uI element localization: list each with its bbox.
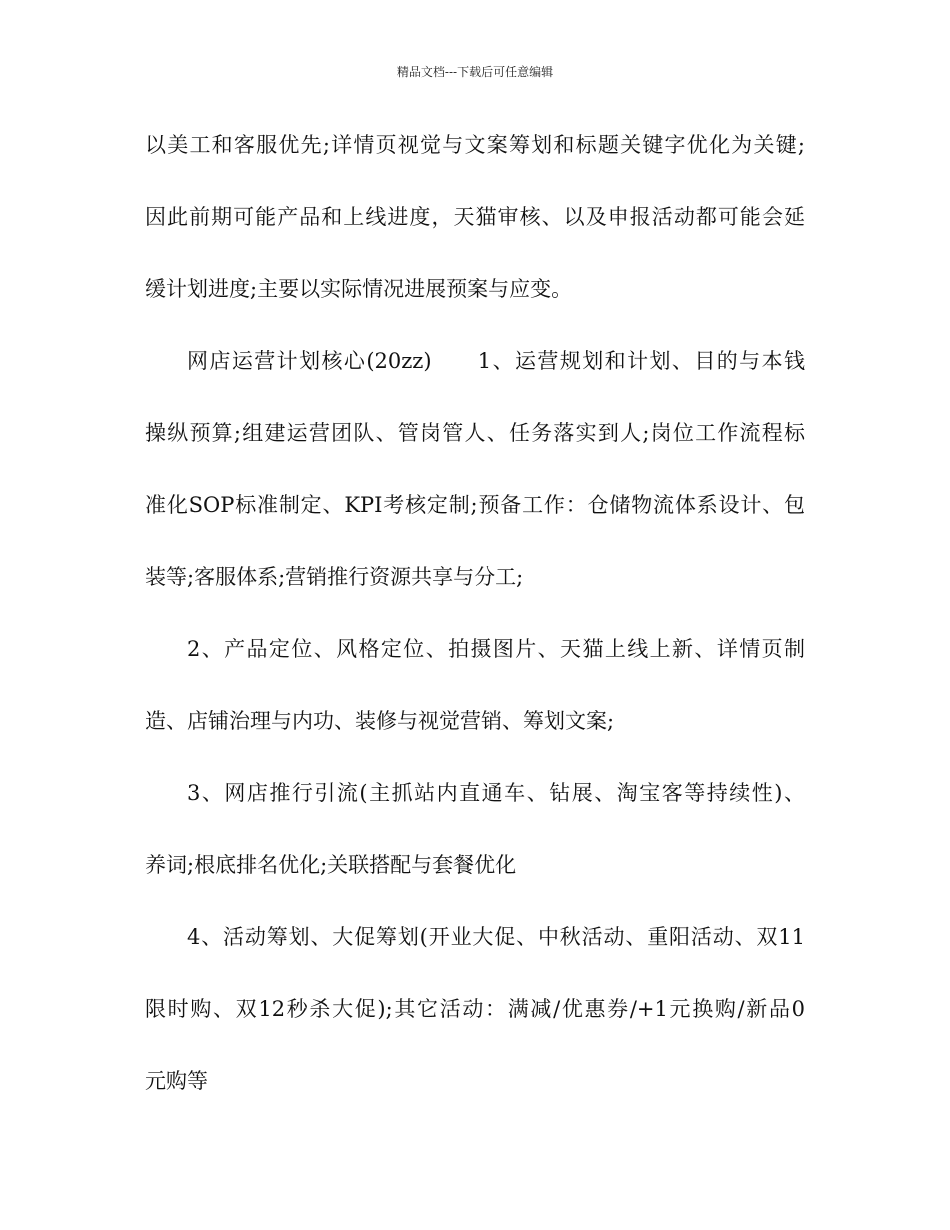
text-line: 3、网店推行引流(主抓站内直通车、钻展、淘宝客等持续性)、	[187, 781, 805, 805]
text-line: 元购等	[145, 1069, 208, 1093]
text-line: 以美工和客服优先;详情页视觉与文案筹划和标题关键字优化为关键;	[145, 133, 805, 157]
text-line: 造、店铺治理与内功、装修与视觉营销、筹划文案;	[145, 709, 615, 733]
document-body	[145, 125, 805, 1133]
text-line: 网店运营计划核心(20zz) 1、运营规划和计划、目的与本钱	[187, 349, 805, 373]
text-line: 养词;根底排名优化;关联搭配与套餐优化	[145, 853, 517, 877]
page-header: 精品文档---下载后可任意编辑	[396, 65, 554, 79]
text-line: 缓计划进度;主要以实际情况进展预案与应变。	[145, 277, 573, 301]
text-line: 2、产品定位、风格定位、拍摄图片、天猫上线上新、详情页制	[187, 637, 805, 661]
text-line: 因此前期可能产品和上线进度，天猫审核、以及申报活动都可能会延	[145, 205, 805, 229]
text-line: 装等;客服体系;营销推行资源共享与分工;	[145, 565, 524, 589]
text-line: 操纵预算;组建运营团队、管岗管人、任务落实到人;岗位工作流程标	[145, 421, 805, 445]
text-line: 准化SOP标准制定、KPI考核定制;预备工作：仓储物流体系设计、包	[145, 493, 805, 517]
text-line: 4、活动筹划、大促筹划(开业大促、中秋活动、重阳活动、双11	[187, 925, 805, 949]
text-line: 限时购、双12秒杀大促);其它活动：满减/优惠券/+1元换购/新品0	[145, 997, 805, 1021]
